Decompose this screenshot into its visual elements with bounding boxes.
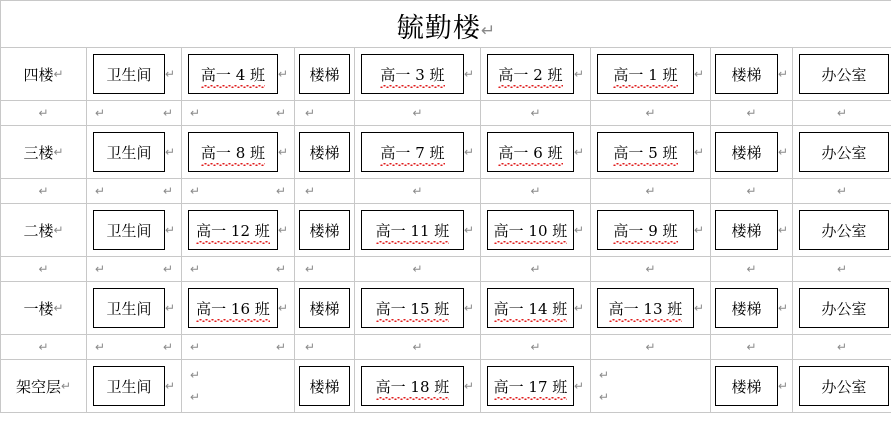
cell-end-mark-icon: ↵ [190,184,201,198]
spacer-cell [295,179,355,204]
spacer-cell [182,101,295,126]
floor-label-cell-2 [1,204,87,257]
cell-end-mark-icon: ↵ [277,223,288,237]
cell-end-mark-icon: ↵ [573,379,584,393]
room-label: 楼梯 [309,143,340,162]
room-cell-1-2 [182,282,295,335]
floor-label-4: 四楼 [23,65,54,84]
room-box-class-3-7[interactable] [361,132,464,172]
room-box-stairs-right-ground[interactable] [715,366,778,406]
room-cell-3-1 [87,126,182,179]
room-cell-1-6 [591,282,711,335]
cell-end-mark-icon: ↵ [746,340,757,354]
room-label: 卫生间 [106,221,152,240]
room-cell-2-3 [295,204,355,257]
spacer-cell [87,335,182,360]
cell-end-mark-icon: ↵ [38,184,49,198]
room-label: 办公室 [821,377,867,396]
cell-end-mark-icon: ↵ [777,223,788,237]
spacer-cell [481,335,591,360]
room-cell-3-8 [793,126,891,179]
spacer-cell [1,335,87,360]
cell-end-mark-icon: ↵ [164,223,175,237]
cell-end-mark-icon: ↵ [305,106,316,120]
cell-end-mark-icon: ↵ [599,368,610,382]
spacer-cell [793,257,891,282]
cell-end-mark-icon: ↵ [95,340,106,354]
spacer-cell [87,179,182,204]
room-label: 办公室 [821,299,867,318]
room-box-toilet-2[interactable] [93,210,165,250]
spacer-cell [182,179,295,204]
cell-end-mark-icon: ↵ [190,390,201,404]
spacer-cell [793,101,891,126]
room-label: 办公室 [821,221,867,240]
room-cell-3-2 [182,126,295,179]
room-box-toilet-3[interactable] [93,132,165,172]
spacer-cell [295,335,355,360]
room-label: 卫生间 [106,143,152,162]
room-label: 高一 7 班 [380,143,445,162]
cell-end-mark-icon: ↵ [777,145,788,159]
room-box-class-1-14[interactable] [487,288,574,328]
title-row [1,1,891,48]
spacer-cell [1,101,87,126]
room-label: 高一 17 班 [493,377,568,396]
cell-end-mark-icon: ↵ [38,262,49,276]
cell-end-mark-icon: ↵ [693,301,704,315]
cell-end-mark-icon: ↵ [164,67,175,81]
room-cell-4-6 [591,48,711,101]
page-title: 毓勤楼 [396,12,481,44]
room-cell-2-1 [87,204,182,257]
room-box-stairs-left-ground[interactable] [299,366,350,406]
cell-end-mark-icon: ↵ [645,106,656,120]
room-cell-1-3 [295,282,355,335]
spacer-cell [591,179,711,204]
room-label: 高一 2 班 [498,65,563,84]
spacer-cell [591,257,711,282]
floor-label-cell-4 [1,48,87,101]
cell-end-mark-icon: ↵ [53,301,64,315]
spacer-cell [711,101,793,126]
spacer-cell [711,335,793,360]
spacer-cell [793,335,891,360]
room-cell-2-2 [182,204,295,257]
cell-end-mark-icon: ↵ [746,106,757,120]
room-cell-2-6 [591,204,711,257]
room-box-class-2-12[interactable] [188,210,278,250]
room-box-toilet-1[interactable] [93,288,165,328]
spacer-cell [481,101,591,126]
spacer-cell [1,257,87,282]
cell-end-mark-icon: ↵ [746,262,757,276]
cell-end-mark-icon: ↵ [162,184,173,198]
cell-end-mark-icon: ↵ [530,184,541,198]
room-cell-g-4 [355,360,481,413]
room-box-class-1-13[interactable] [597,288,694,328]
room-box-class-1-16[interactable] [188,288,278,328]
spacer-cell [355,179,481,204]
room-cell-4-3 [295,48,355,101]
cell-end-mark-icon: ↵ [777,379,788,393]
spacer-cell [711,257,793,282]
room-cell-2-4 [355,204,481,257]
room-label: 高一 9 班 [613,221,678,240]
room-cell-1-7 [711,282,793,335]
room-label: 卫生间 [106,299,152,318]
spacer-cell [591,335,711,360]
cell-end-mark-icon: ↵ [164,379,175,393]
cell-end-mark-icon: ↵ [305,184,316,198]
room-label: 高一 8 班 [200,143,266,162]
room-cell-g-7 [711,360,793,413]
floor-label-cell-3 [1,126,87,179]
spacer-cell [1,179,87,204]
room-cell-1-1 [87,282,182,335]
floor-label-1: 一楼 [23,299,54,318]
room-label: 高一 14 班 [493,299,568,318]
room-label: 高一 12 班 [196,221,270,240]
floor-row-1 [1,282,891,335]
spacer-cell [711,179,793,204]
spacer-cell [355,257,481,282]
room-cell-3-7 [711,126,793,179]
room-box-class-2-9[interactable] [597,210,694,250]
cell-end-mark-icon: ↵ [38,340,49,354]
cell-end-mark-icon: ↵ [463,145,474,159]
room-label: 楼梯 [309,377,340,396]
cell-end-mark-icon: ↵ [38,106,49,120]
cell-end-mark-icon: ↵ [777,301,788,315]
room-box-class-2-10[interactable] [487,210,574,250]
cell-end-mark-icon: ↵ [164,145,175,159]
spacer-cell [591,101,711,126]
spacer-row-3 [1,257,891,282]
spacer-cell [182,257,295,282]
cell-end-mark-icon: ↵ [837,340,848,354]
room-cell-1-8 [793,282,891,335]
room-box-stairs-right-4[interactable] [715,54,778,94]
cell-end-mark-icon: ↵ [53,145,64,159]
cell-end-mark-icon: ↵ [573,145,584,159]
floor-label-cell-1 [1,282,87,335]
cell-end-mark-icon: ↵ [95,184,106,198]
room-box-office-1[interactable] [799,288,889,328]
cell-end-mark-icon: ↵ [777,67,788,81]
cell-end-mark-icon: ↵ [573,67,584,81]
room-box-class-3-5[interactable] [597,132,694,172]
room-cell-4-2 [182,48,295,101]
room-cell-3-5 [481,126,591,179]
room-label: 办公室 [821,65,867,84]
room-label: 高一 4 班 [200,65,266,84]
spacer-row-2 [1,179,891,204]
room-cell-g-6-empty [591,360,711,413]
cell-end-mark-icon: ↵ [190,368,201,382]
room-label: 高一 5 班 [613,143,678,162]
room-box-class-4-3[interactable] [361,54,464,94]
floor-label-3: 三楼 [23,143,54,162]
room-cell-4-5 [481,48,591,101]
cell-end-mark-icon: ↵ [412,262,423,276]
spacer-row-1 [1,101,891,126]
room-box-class-3-8[interactable] [188,132,278,172]
room-label: 高一 11 班 [375,221,450,240]
cell-end-mark-icon: ↵ [463,379,474,393]
spacer-cell [793,179,891,204]
room-label: 楼梯 [309,299,340,318]
room-box-stairs-right-2[interactable] [715,210,778,250]
floor-row-2 [1,204,891,257]
cell-end-mark-icon: ↵ [162,106,173,120]
room-label: 卫生间 [106,377,152,396]
room-label: 高一 1 班 [613,65,678,84]
cell-end-mark-icon: ↵ [190,262,201,276]
cell-end-mark-icon: ↵ [412,184,423,198]
spacer-cell [295,257,355,282]
room-cell-4-7 [711,48,793,101]
cell-end-mark-icon: ↵ [275,262,286,276]
spacer-cell [481,257,591,282]
room-cell-3-6 [591,126,711,179]
cell-end-mark-icon: ↵ [645,184,656,198]
spacer-cell [182,335,295,360]
room-cell-2-7 [711,204,793,257]
cell-end-mark-icon: ↵ [305,262,316,276]
cell-end-mark-icon: ↵ [693,145,704,159]
cell-end-mark-icon: ↵ [463,301,474,315]
room-box-toilet-4[interactable] [93,54,165,94]
cell-end-mark-icon: ↵ [162,340,173,354]
room-box-toilet-ground[interactable] [93,366,165,406]
cell-end-mark-icon: ↵ [277,301,288,315]
cell-end-mark-icon: ↵ [412,106,423,120]
room-box-stairs-left-4[interactable] [299,54,350,94]
cell-end-mark-icon: ↵ [837,184,848,198]
room-label: 高一 18 班 [375,377,450,396]
cell-end-mark-icon: ↵ [275,106,286,120]
spacer-cell [355,335,481,360]
room-box-class-1-15[interactable] [361,288,464,328]
spacer-cell [481,179,591,204]
cell-end-mark-icon: ↵ [530,340,541,354]
room-label: 高一 10 班 [493,221,568,240]
cell-end-mark-icon: ↵ [53,67,64,81]
cell-end-mark-icon: ↵ [463,67,474,81]
room-box-stairs-right-3[interactable] [715,132,778,172]
room-box-stairs-right-1[interactable] [715,288,778,328]
paragraph-mark-icon: ↵ [480,21,496,41]
floor-row-ground [1,360,891,413]
cell-end-mark-icon: ↵ [164,301,175,315]
floor-label-2: 二楼 [23,221,54,240]
spacer-cell [87,101,182,126]
cell-end-mark-icon: ↵ [746,184,757,198]
room-label: 高一 13 班 [608,299,683,318]
room-label: 楼梯 [309,221,340,240]
room-label: 楼梯 [731,377,762,396]
room-label: 高一 3 班 [380,65,445,84]
room-box-class-g-17[interactable] [487,366,574,406]
room-cell-g-8 [793,360,891,413]
title-cell [1,1,891,48]
cell-end-mark-icon: ↵ [275,184,286,198]
floor-label-cell-ground [1,360,87,413]
room-cell-4-4 [355,48,481,101]
cell-end-mark-icon: ↵ [190,340,201,354]
room-label: 办公室 [821,143,867,162]
cell-end-mark-icon: ↵ [693,67,704,81]
room-cell-g-5 [481,360,591,413]
room-box-stairs-left-2[interactable] [299,210,350,250]
room-label: 高一 6 班 [498,143,563,162]
room-box-office-2[interactable] [799,210,889,250]
cell-end-mark-icon: ↵ [645,262,656,276]
room-box-class-3-6[interactable] [487,132,574,172]
spacer-cell [355,101,481,126]
cell-end-mark-icon: ↵ [277,145,288,159]
floor-label-ground: 架空层 [15,377,61,396]
cell-end-mark-icon: ↵ [530,262,541,276]
room-box-office-ground[interactable] [799,366,889,406]
cell-end-mark-icon: ↵ [95,106,106,120]
spacer-row-4 [1,335,891,360]
cell-end-mark-icon: ↵ [190,106,201,120]
cell-end-mark-icon: ↵ [530,106,541,120]
room-cell-3-4 [355,126,481,179]
cell-end-mark-icon: ↵ [645,340,656,354]
spacer-cell [295,101,355,126]
cell-end-mark-icon: ↵ [837,106,848,120]
cell-end-mark-icon: ↵ [693,223,704,237]
room-box-stairs-left-1[interactable] [299,288,350,328]
room-box-office-3[interactable] [799,132,889,172]
room-box-stairs-left-3[interactable] [299,132,350,172]
spacer-cell [87,257,182,282]
cell-end-mark-icon: ↵ [412,340,423,354]
room-box-office-4[interactable] [799,54,889,94]
cell-end-mark-icon: ↵ [60,379,72,393]
room-label: 高一 15 班 [375,299,450,318]
room-box-class-2-11[interactable] [361,210,464,250]
floor-row-4 [1,48,891,101]
cell-end-mark-icon: ↵ [53,223,64,237]
room-box-class-4-2[interactable] [487,54,574,94]
room-label: 卫生间 [106,65,152,84]
cell-end-mark-icon: ↵ [275,340,286,354]
room-cell-2-5 [481,204,591,257]
cell-end-mark-icon: ↵ [95,262,106,276]
room-cell-g-3 [295,360,355,413]
room-cell-4-8 [793,48,891,101]
cell-end-mark-icon: ↵ [305,340,316,354]
room-cell-1-4 [355,282,481,335]
floor-row-3 [1,126,891,179]
room-label: 楼梯 [731,65,762,84]
room-label: 楼梯 [731,143,762,162]
room-cell-3-3 [295,126,355,179]
cell-end-mark-icon: ↵ [599,390,610,404]
cell-end-mark-icon: ↵ [573,301,584,315]
cell-end-mark-icon: ↵ [277,67,288,81]
cell-end-mark-icon: ↵ [837,262,848,276]
room-box-class-4-1[interactable] [597,54,694,94]
room-cell-g-1 [87,360,182,413]
cell-end-mark-icon: ↵ [573,223,584,237]
room-box-class-4-4[interactable] [188,54,278,94]
cell-end-mark-icon: ↵ [162,262,173,276]
room-label: 楼梯 [731,221,762,240]
room-cell-g-2-empty [182,360,295,413]
room-cell-4-1 [87,48,182,101]
room-box-class-g-18[interactable] [361,366,464,406]
room-label: 楼梯 [731,299,762,318]
cell-end-mark-icon: ↵ [463,223,474,237]
room-label: 楼梯 [309,65,340,84]
room-label: 高一 16 班 [196,299,270,318]
room-cell-1-5 [481,282,591,335]
room-cell-2-8 [793,204,891,257]
